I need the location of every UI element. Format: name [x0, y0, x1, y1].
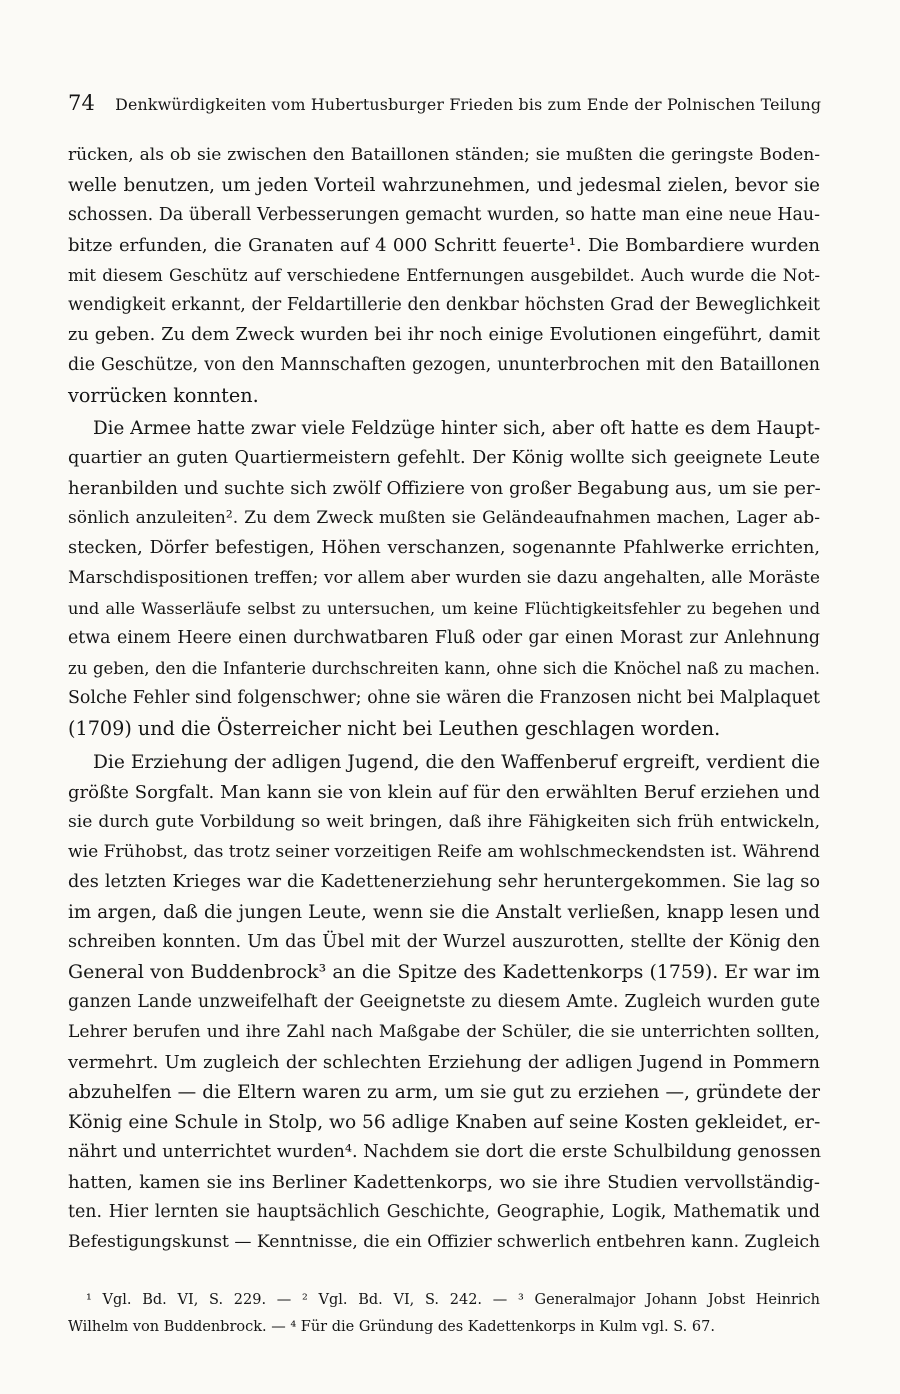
- footnote-line: ¹ Vgl. Bd. VI, S. 229. — ² Vgl. Bd. VI, S. 242. — ³ Generalmajor Johann Jobst Heinrich: [86, 1292, 820, 1308]
- text-line: des letzten Krieges war die Kadettenerziehung sehr heruntergekommen. Sie lag so: [68, 872, 820, 892]
- text-line: Befestigungskunst — Kenntnisse, die ein Offizier schwerlich entbehren kann. Zugleich: [68, 1232, 820, 1252]
- text-line: stecken, Dörfer befestigen, Höhen verschanzen, sogenannte Pfahlwerke errichten,: [68, 538, 820, 558]
- text-line: im argen, daß die jungen Leute, wenn sie die Anstalt verließen, knapp lesen und: [68, 902, 820, 923]
- text-line: vermehrt. Um zugleich der schlechten Erziehung der adligen Jugend in Pommern: [68, 1052, 820, 1073]
- text-line: vorrücken konnten.: [68, 384, 259, 407]
- text-line: rücken, als ob sie zwischen den Bataillonen ständen; sie mußten die geringste Boden-: [68, 145, 820, 165]
- text-line: schreiben konnten. Um das Übel mit der Wurzel auszurotten, stellte der König den: [68, 932, 820, 952]
- text-line: die Geschütze, von den Mannschaften gezogen, ununterbrochen mit den Bataillonen: [68, 355, 820, 375]
- text-line: Lehrer berufen und ihre Zahl nach Maßgabe der Schüler, die sie unterrichten sollten,: [68, 1022, 820, 1042]
- text-line: sie durch gute Vorbildung so weit bringen, daß ihre Fähigkeiten sich früh entwickeln,: [68, 812, 820, 832]
- text-line: mit diesem Geschütz auf verschiedene Entfernungen ausgebildet. Auch wurde die Not-: [68, 265, 820, 285]
- text-line: hatten, kamen sie ins Berliner Kadettenkorps, wo sie ihre Studien vervollständig-: [68, 1172, 820, 1193]
- text-line: König eine Schule in Stolp, wo 56 adlige Knaben auf seine Kosten gekleidet, er-: [68, 1112, 821, 1133]
- text-line: Die Armee hatte zwar viele Feldzüge hinter sich, aber oft hatte es dem Haupt-: [93, 418, 821, 439]
- text-line: quartier an guten Quartiermeistern gefehlt. Der König wollte sich geeignete Leute: [68, 448, 820, 468]
- text-line: etwa einem Heere einen durchwatbaren Fluß oder gar einen Morast zur Anlehnung: [68, 628, 820, 648]
- running-title: Denkwürdigkeiten vom Hubertusburger Frieden bis zum Ende der Polnischen Teilung: [115, 95, 822, 114]
- text-line: bitze erfunden, die Granaten auf 4 000 Schritt feuerte¹. Die Bombardiere wurden: [68, 235, 820, 256]
- text-line: abzuhelfen — die Eltern waren zu arm, um sie gut zu erziehen —, gründete der: [68, 1082, 820, 1103]
- running-header: [68, 91, 820, 117]
- text-line: welle benutzen, um jeden Vorteil wahrzunehmen, und jedesmal zielen, bevor sie: [68, 175, 820, 196]
- text-line: wie Frühobst, das trotz seiner vorzeitigen Reife am wohlschmeckendsten ist. Während: [68, 842, 820, 862]
- page-number: 74: [68, 91, 96, 115]
- text-line: Marschdispositionen treffen; vor allem aber wurden sie dazu angehalten, alle Moräste: [68, 568, 820, 588]
- footnote-line: Wilhelm von Buddenbrock. — ⁴ Für die Gründung des Kadettenkorps in Kulm vgl. S. 67.: [68, 1319, 715, 1335]
- text-line: zu geben, den die Infanterie durchschreiten kann, ohne sich die Knöchel naß zu machen.: [68, 659, 820, 678]
- text-line: zu geben. Zu dem Zweck wurden bei ihr noch einige Evolutionen eingeführt, damit: [68, 325, 820, 345]
- text-line: heranbilden und suchte sich zwölf Offiziere von großer Begabung aus, um sie per-: [68, 478, 821, 499]
- text-line: General von Buddenbrock³ an die Spitze des Kadettenkorps (1759). Er war im: [68, 961, 820, 983]
- text-line: ten. Hier lernten sie hauptsächlich Geschichte, Geographie, Logik, Mathematik und: [68, 1202, 820, 1222]
- text-line: wendigkeit erkannt, der Feldartillerie den denkbar höchsten Grad der Beweglichkeit: [68, 295, 820, 315]
- text-line: ganzen Lande unzweifelhaft der Geeignetste zu diesem Amte. Zugleich wurden gute: [68, 992, 820, 1012]
- text-line: nährt und unterrichtet wurden⁴. Nachdem sie dort die erste Schulbildung genossen: [68, 1142, 822, 1162]
- text-line: größte Sorgfalt. Man kann sie von klein auf für den erwählten Beruf erziehen und: [68, 782, 820, 803]
- text-line: schossen. Da überall Verbesserungen gemacht wurden, so hatte man eine neue Hau-: [68, 205, 820, 225]
- text-line: Solche Fehler sind folgenschwer; ohne sie wären die Franzosen nicht bei Malplaquet: [68, 688, 820, 708]
- text-line: Die Erziehung der adligen Jugend, die den Waffenberuf ergreift, verdient die: [93, 752, 820, 773]
- text-line: und alle Wasserläufe selbst zu untersuchen, um keine Flüchtigkeitsfehler zu begehen und: [68, 599, 820, 618]
- text-line: sönlich anzuleiten². Zu dem Zweck mußten sie Geländeaufnahmen machen, Lager ab-: [68, 508, 820, 528]
- text-line: (1709) und die Österreicher nicht bei Leuthen geschlagen worden.: [68, 717, 721, 740]
